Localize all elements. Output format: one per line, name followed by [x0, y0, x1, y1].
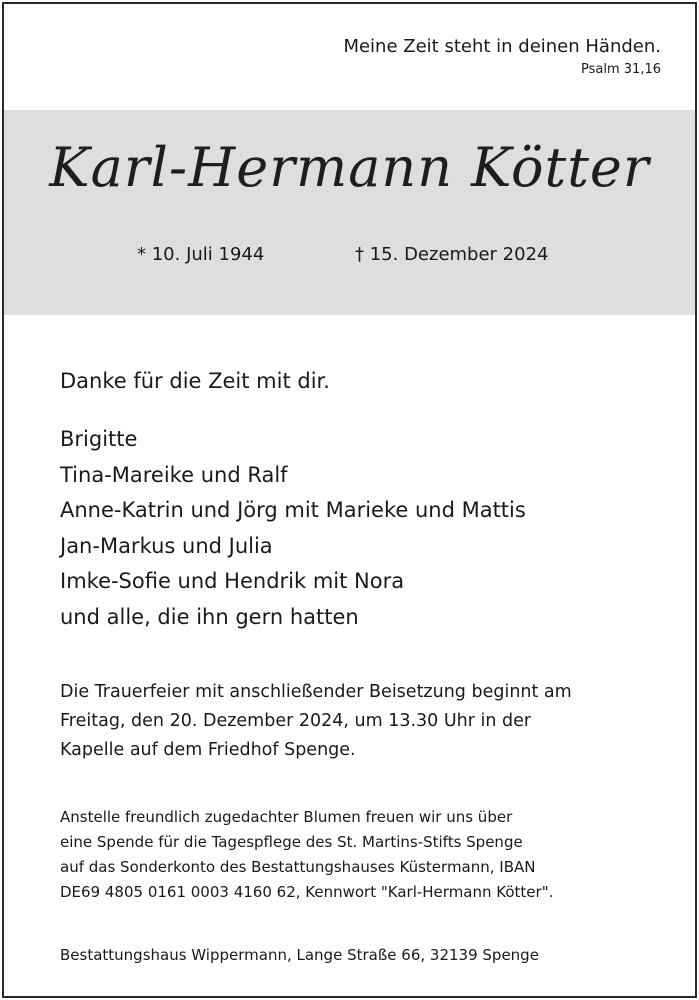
thanks-line: Danke für die Zeit mit dir. [60, 369, 330, 393]
name-banner [4, 110, 695, 315]
family-member: und alle, die ihn gern hatten [60, 604, 359, 629]
ceremony-line: Die Trauerfeier mit anschließender Beisetzung beginnt am [60, 682, 572, 702]
donation-line: Anstelle freundlich zugedachter Blumen freuen wir uns über [60, 808, 513, 826]
motto-reference: Psalm 31,16 [581, 62, 661, 77]
undertaker-address: Bestattungshaus Wippermann, Lange Straße 66, 32139 Spenge [60, 946, 539, 964]
motto-quote: Meine Zeit steht in deinen Händen. [343, 36, 661, 57]
family-list [60, 422, 526, 635]
donation-line: auf das Sonderkonto des Bestattungshauses Küstermann, IBAN [60, 858, 536, 876]
family-member: Jan-Markus und Julia [60, 533, 273, 558]
ceremony-line: Kapelle auf dem Friedhof Spenge. [60, 740, 356, 760]
donation-line: eine Spende für die Tagespflege des St. Martins-Stifts Spenge [60, 833, 523, 851]
motto-block [343, 34, 661, 80]
birth-date: * 10. Juli 1944 [137, 244, 265, 265]
family-member: Imke-Sofie und Hendrik mit Nora [60, 569, 405, 593]
family-member: Tina-Mareike und Ralf [60, 462, 288, 487]
donation-info [60, 805, 553, 905]
deceased-name: Karl-Hermann Kötter [49, 136, 650, 199]
ceremony-line: Freitag, den 20. Dezember 2024, um 13.30 Uhr in der [60, 711, 532, 731]
ceremony-info [60, 678, 572, 765]
family-member: Anne-Katrin und Jörg mit Marieke und Mattis [60, 498, 526, 522]
family-member: Brigitte [60, 427, 138, 451]
obituary-notice [2, 2, 697, 998]
donation-line: DE69 4805 0161 0003 4160 62, Kennwort "Karl-Hermann Kötter". [60, 883, 554, 901]
death-date: † 15. Dezember 2024 [355, 244, 549, 265]
